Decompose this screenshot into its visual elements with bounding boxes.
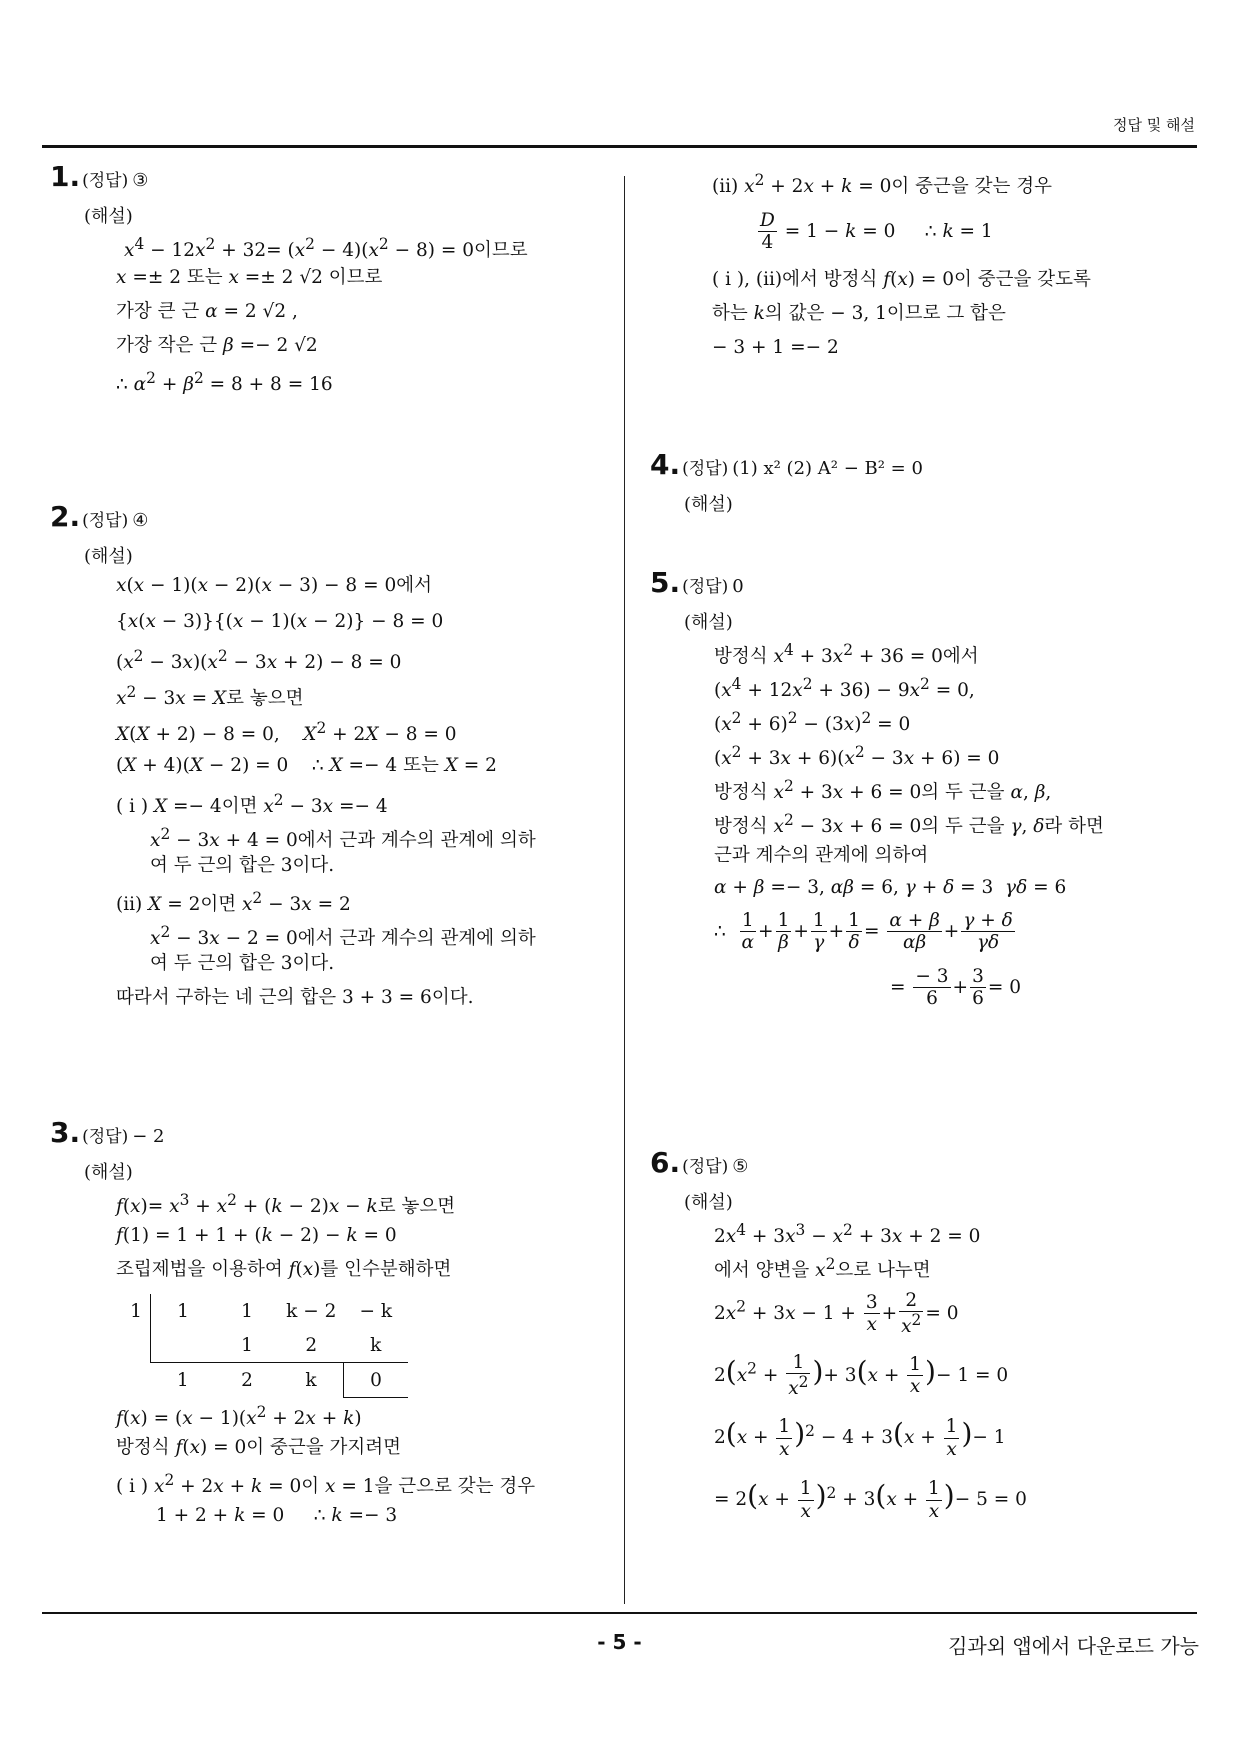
math-line: ∴ $\frac{1}{\alpha}$ + $\frac{1}{\beta}$ + $\frac{1}{\gamma}$ + $\frac{1}{\delta}$ = $\frac{\alpha + \beta}{\alpha\beta}$ + $\frac{\gamma + \delta}{\gamma\delta}$ (714, 910, 1013, 954)
header-rule (42, 145, 1197, 148)
math-line: − 3 + 1 =− 2 (712, 337, 839, 358)
math-line: $f(x) = (x - 1)(x^2 + 2x + k)$ (116, 1403, 362, 1430)
math-line: 방정식 $x^4 + 3x^2 + 36 = 0$에서 (714, 641, 979, 668)
math-line: ( i ), (ii)에서 방정식 f(x) = 0이 중근을 갖도록 (712, 269, 1091, 290)
explanation-body (714, 640, 1190, 1022)
explanation-label: (해설) (84, 206, 133, 227)
explanation-label: (해설) (84, 546, 133, 567)
math-line: x =± 2 또는 x =± 2 √2 이므로 (116, 267, 383, 288)
problem-header (50, 500, 610, 540)
problem-number: 2. (50, 500, 81, 533)
math-line: 1 + 2 + k = 0 ∴ k =− 3 (156, 1505, 398, 1526)
math-line: $2x^2 + 3x - 1$ + $\frac{3}{x}$ + $\frac{2}{x^2}$ = 0 (714, 1290, 959, 1338)
footer-rule (42, 1612, 1197, 1614)
math-line: α + β =− 3, αβ = 6, γ + δ = 3 γδ = 6 (714, 877, 1067, 898)
synthetic-division-table (122, 1294, 408, 1398)
problem-3-continued (650, 170, 1190, 370)
math-line: $\frac{D}{4}$ = 1 − k = 0 ∴ k = 1 (760, 210, 993, 254)
math-line: ( i ) X =− 4이면 $x^2 - 3x =- 4$ (116, 791, 388, 818)
explanation-body (712, 170, 1190, 370)
problem-header (50, 160, 610, 200)
explanation-body (116, 1190, 610, 1294)
math-line: 방정식 f(x) = 0이 중근을 가지려면 (116, 1437, 401, 1458)
problem-number: 1. (50, 160, 81, 193)
math-line: 조립제법을 이용하여 f(x)를 인수분해하면 (116, 1259, 452, 1280)
problem-number: 5. (650, 566, 681, 599)
explanation-label: (해설) (684, 1192, 733, 1213)
math-line: $x^2 - 3x - 2 = 0$에서 근과 계수의 관계에 의하 (150, 923, 536, 950)
problem-number: 6. (650, 1146, 681, 1179)
table-cell: − k (359, 1300, 393, 1322)
answer-label: (정답) (682, 459, 729, 479)
math-line: 가장 큰 근 α = 2 √2 , (116, 301, 298, 322)
answer-value: ⑤ (732, 1156, 749, 1177)
problem-header (650, 1146, 1190, 1186)
explanation-body (116, 1402, 610, 1538)
math-line: $f(x)= x^3 + x^2 + (k - 2)x - k$로 놓으면 (116, 1191, 456, 1218)
math-line: = 2(x + $\frac{1}{x}$ )$^2$ + 3(x + $\frac{1}{x}$ )− 5 = 0 (714, 1478, 1027, 1522)
problem-5 (650, 566, 1190, 1022)
answer-label: (정답) (682, 577, 729, 597)
table-cell: 1 (241, 1300, 253, 1322)
explanation-body (714, 1220, 1190, 1540)
problem-header (650, 448, 1190, 488)
math-line: $x^4 - 12x^2 + 32= (x^2 - 4)(x^2 - 8) = 0$이므로 (124, 235, 528, 262)
problem-number: 3. (50, 1116, 81, 1149)
math-line: $(x^2 + 6)^2 - (3x)^2 = 0$ (714, 709, 911, 736)
explanation-body (116, 574, 610, 1020)
math-line: f(1) = 1 + 1 + (k − 2) − k = 0 (116, 1225, 397, 1246)
problem-4 (650, 448, 1190, 522)
table-cell (122, 1363, 151, 1398)
table-cell: 1 (176, 1369, 189, 1391)
math-line: (ii) $x^2 + 2x + k = 0$이 중근을 갖는 경우 (712, 171, 1053, 198)
math-line: 에서 양변을 $x^2$으로 나누면 (714, 1255, 931, 1282)
answer-value: ③ (132, 170, 149, 191)
table-cell: k − 2 (286, 1300, 337, 1322)
math-line: $x^2 - 3x = X$로 놓으면 (116, 683, 304, 710)
math-line: 여 두 근의 합은 3이다. (150, 953, 335, 974)
page-number: - 5 - (597, 1630, 642, 1654)
table-cell: 1 (122, 1294, 151, 1328)
math-line: 방정식 $x^2 + 3x + 6 = 0$의 두 근을 α, β, (714, 777, 1052, 804)
math-line: {x(x − 3)}{(x − 1)(x − 2)} − 8 = 0 (116, 611, 444, 632)
problem-number: 4. (650, 448, 681, 481)
table-cell: 2 (279, 1328, 344, 1363)
math-line: 방정식 $x^2 - 3x + 6 = 0$의 두 근을 γ, δ라 하면 (714, 811, 1104, 838)
problem-3 (50, 1116, 610, 1538)
answer-value: ④ (132, 510, 149, 531)
answer-label: (정답) (682, 1157, 729, 1177)
table-cell: 1 (215, 1328, 279, 1363)
math-line: 따라서 구하는 네 근의 합은 3 + 3 = 6이다. (116, 987, 474, 1008)
problem-header (50, 1116, 610, 1156)
table-cell (122, 1328, 151, 1363)
math-line: $(x^2 - 3x)(x^2 - 3x + 2) - 8 = 0$ (116, 647, 402, 674)
math-line: $2(x^2$ + $\frac{1}{x^2}$ )+ 3(x + $\frac{1}{x}$ )− 1 = 0 (714, 1352, 1009, 1400)
explanation-label: (해설) (84, 1162, 133, 1183)
table-cell: k (305, 1369, 317, 1391)
math-line: (ii) X = 2이면 $x^2 - 3x = 2$ (116, 889, 351, 916)
math-line: $(x^2 + 3x + 6)(x^2 - 3x + 6) = 0$ (714, 743, 1000, 770)
math-line: ∴ $\alpha^2 + \beta^2 = 8 + 8 = 16$ (116, 369, 333, 396)
problem-1 (50, 160, 610, 402)
table-cell: 0 (344, 1363, 409, 1398)
math-line: 근과 계수의 관계에 의하여 (714, 845, 929, 866)
answer-value: (1) x² (2) A² − B² = 0 (732, 458, 923, 479)
math-line: X(X + 2) − 8 = 0, $X^2 + 2X - 8 = 0$ (116, 719, 457, 746)
table-cell: 2 (241, 1369, 253, 1391)
table-cell: 1 (177, 1300, 189, 1322)
answer-value: 0 (732, 576, 744, 597)
problem-2 (50, 500, 610, 1020)
explanation-label: (해설) (684, 494, 733, 515)
math-line: 2(x + $\frac{1}{x}$ )$^2$ − 4 + 3(x + $\frac{1}{x}$ )− 1 (714, 1416, 1006, 1460)
problem-header (650, 566, 1190, 606)
math-line: $x^2 - 3x + 4 = 0$에서 근과 계수의 관계에 의하 (150, 825, 536, 852)
answer-label: (정답) (82, 511, 129, 531)
math-line: = $\frac{- 3}{6}$ + $\frac{3}{6}$ = 0 (890, 966, 1021, 1010)
table-cell (151, 1328, 216, 1363)
footer-note: 김과외 앱에서 다운로드 가능 (948, 1634, 1199, 1658)
math-line: ( i ) $x^2 + 2x + k = 0$이 x = 1을 근으로 갖는 경우 (116, 1471, 536, 1498)
explanation-label: (해설) (684, 612, 733, 633)
answer-label: (정답) (82, 1127, 129, 1147)
explanation-body (116, 234, 610, 402)
math-line: 하는 k의 값은 − 3, 1이므로 그 합은 (712, 303, 1006, 324)
math-line: 가장 작은 근 β =− 2 √2 (116, 335, 318, 356)
problem-6 (650, 1146, 1190, 1540)
table-cell: k (344, 1328, 409, 1363)
math-line: $2x^4 + 3x^3 - x^2 + 3x + 2 = 0$ (714, 1221, 981, 1248)
math-line: x(x − 1)(x − 2)(x − 3) − 8 = 0에서 (116, 575, 432, 596)
math-line: $(x^4 + 12x^2 + 36) - 9x^2 = 0$, (714, 675, 975, 702)
column-divider (624, 176, 625, 1604)
answer-label: (정답) (82, 171, 129, 191)
answer-value: − 2 (132, 1126, 165, 1147)
math-line: (X + 4)(X − 2) = 0 ∴ X =− 4 또는 X = 2 (116, 755, 497, 776)
math-line: 여 두 근의 합은 3이다. (150, 855, 335, 876)
header-label: 정답 및 해설 (1113, 116, 1195, 134)
